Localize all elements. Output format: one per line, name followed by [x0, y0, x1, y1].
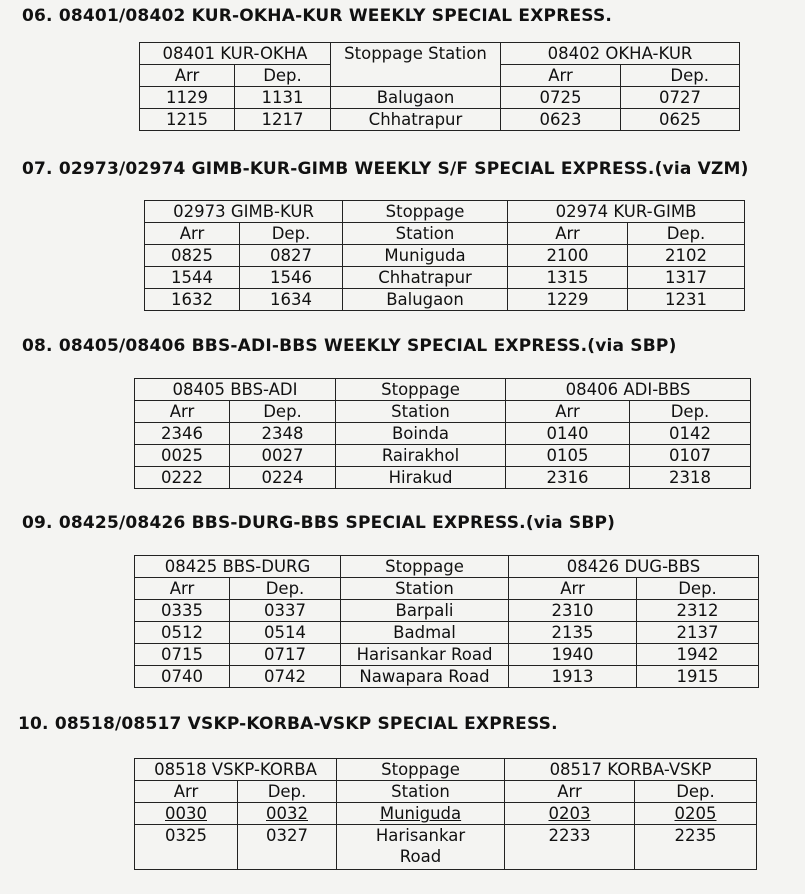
- left-dep-cell: 1546: [240, 267, 343, 289]
- table-row: [145, 267, 745, 289]
- station-cell: Hirakud: [336, 467, 506, 489]
- section-10-heading: 10. 08518/08517 VSKP-KORBA-VSKP SPECIAL EXPRESS.: [18, 714, 558, 734]
- right-dep-cell: 2235: [635, 825, 757, 870]
- section-07-heading: 07. 02973/02974 GIMB-KUR-GIMB WEEKLY S/F SPECIAL EXPRESS.(via VZM): [22, 159, 749, 179]
- right-arr-cell: 1940: [509, 644, 637, 666]
- station-cell: Chhatrapur: [331, 109, 501, 131]
- left-train-header: 08425 BBS-DURG: [135, 556, 341, 578]
- station-cell: Chhatrapur: [343, 267, 508, 289]
- right-dep-cell: 0205: [635, 803, 757, 825]
- table-row: [145, 245, 745, 267]
- arr-header: Arr: [505, 781, 635, 803]
- table-row: [145, 289, 745, 311]
- left-arr-cell: 0512: [135, 622, 230, 644]
- right-arr-cell: 1315: [508, 267, 628, 289]
- station-cell: Harisankar Road: [341, 644, 509, 666]
- station-cell: Barpali: [341, 600, 509, 622]
- station-header-line1: Stoppage: [343, 201, 508, 223]
- left-train-header: 08405 BBS-ADI: [135, 379, 336, 401]
- right-arr-cell: 0623: [501, 109, 621, 131]
- table-row: [135, 825, 757, 870]
- right-dep-cell: 0107: [630, 445, 751, 467]
- table-row: [135, 622, 759, 644]
- right-dep-cell: 2312: [637, 600, 759, 622]
- table-subheader-row: [135, 401, 751, 423]
- table-row: [140, 87, 740, 109]
- right-dep-cell: 2137: [637, 622, 759, 644]
- table-header-row: [135, 759, 757, 781]
- left-arr-cell: 1129: [140, 87, 235, 109]
- table-row: [135, 445, 751, 467]
- left-arr-cell: 0030: [135, 803, 238, 825]
- table-row: [135, 467, 751, 489]
- right-arr-cell: 2316: [506, 467, 630, 489]
- right-dep-cell: 1231: [628, 289, 745, 311]
- right-arr-cell: 2100: [508, 245, 628, 267]
- right-train-header: 08517 KORBA-VSKP: [505, 759, 757, 781]
- station-header-line1: Stoppage: [337, 759, 505, 781]
- dep-header: Dep.: [230, 401, 336, 423]
- table-row: [135, 423, 751, 445]
- left-arr-cell: 0715: [135, 644, 230, 666]
- left-arr-cell: 2346: [135, 423, 230, 445]
- left-dep-cell: 0032: [238, 803, 337, 825]
- dep-header: Dep.: [621, 65, 740, 87]
- dep-header: Dep.: [238, 781, 337, 803]
- station-header-line2: Station: [336, 401, 506, 423]
- section-09-heading: 09. 08425/08426 BBS-DURG-BBS SPECIAL EXPRESS.(via SBP): [22, 513, 616, 533]
- station-cell: Balugaon: [331, 87, 501, 109]
- left-arr-cell: 0740: [135, 666, 230, 688]
- station-cell: Boinda: [336, 423, 506, 445]
- left-dep-cell: 1217: [235, 109, 331, 131]
- arr-header: Arr: [509, 578, 637, 600]
- left-dep-cell: 1131: [235, 87, 331, 109]
- right-arr-cell: 2135: [509, 622, 637, 644]
- arr-header: Arr: [508, 223, 628, 245]
- left-arr-cell: 0325: [135, 825, 238, 870]
- dep-header: Dep.: [635, 781, 757, 803]
- station-header-line2: Station: [337, 781, 505, 803]
- table-row: [135, 803, 757, 825]
- station-cell: Muniguda: [337, 803, 505, 825]
- right-train-header: 08406 ADI-BBS: [506, 379, 751, 401]
- arr-header: Arr: [135, 401, 230, 423]
- left-arr-cell: 0222: [135, 467, 230, 489]
- right-dep-cell: 0142: [630, 423, 751, 445]
- table-header-row: [135, 556, 759, 578]
- right-arr-cell: 2310: [509, 600, 637, 622]
- left-arr-cell: 0025: [135, 445, 230, 467]
- right-dep-cell: 2318: [630, 467, 751, 489]
- station-header-line2: Station: [343, 223, 508, 245]
- right-arr-cell: 1913: [509, 666, 637, 688]
- right-dep-cell: 1915: [637, 666, 759, 688]
- table-row: [135, 644, 759, 666]
- right-arr-cell: 0140: [506, 423, 630, 445]
- station-header: Stoppage Station: [331, 43, 501, 87]
- right-arr-cell: 0105: [506, 445, 630, 467]
- station-cell: Nawapara Road: [341, 666, 509, 688]
- section-08-heading: 08. 08405/08406 BBS-ADI-BBS WEEKLY SPECIAL EXPRESS.(via SBP): [22, 336, 677, 356]
- station-cell: Muniguda: [343, 245, 508, 267]
- left-dep-cell: 0337: [230, 600, 341, 622]
- section-08-table: [134, 378, 751, 489]
- right-train-header: 08402 OKHA-KUR: [501, 43, 740, 65]
- station-cell: Badmal: [341, 622, 509, 644]
- right-dep-cell: 1317: [628, 267, 745, 289]
- dep-header: Dep.: [637, 578, 759, 600]
- station-header-line2: Station: [341, 578, 509, 600]
- right-dep-cell: 1942: [637, 644, 759, 666]
- left-dep-cell: 1634: [240, 289, 343, 311]
- section-06-table: [139, 42, 740, 131]
- table-subheader-row: [135, 578, 759, 600]
- table-subheader-row: [145, 223, 745, 245]
- arr-header: Arr: [145, 223, 240, 245]
- left-train-header: 02973 GIMB-KUR: [145, 201, 343, 223]
- left-train-header: 08401 KUR-OKHA: [140, 43, 331, 65]
- section-07-table: [144, 200, 745, 311]
- station-cell: Harisankar Road: [337, 825, 505, 870]
- left-arr-cell: 0335: [135, 600, 230, 622]
- arr-header: Arr: [140, 65, 235, 87]
- station-cell: Rairakhol: [336, 445, 506, 467]
- table-row: [135, 666, 759, 688]
- section-10-table: [134, 758, 757, 870]
- section-09-table: [134, 555, 759, 688]
- table-header-row: [140, 43, 740, 65]
- table-header-row: [145, 201, 745, 223]
- left-dep-cell: 0327: [238, 825, 337, 870]
- table-row: [135, 600, 759, 622]
- right-dep-cell: 0727: [621, 87, 740, 109]
- dep-header: Dep.: [630, 401, 751, 423]
- right-train-header: 02974 KUR-GIMB: [508, 201, 745, 223]
- table-header-row: [135, 379, 751, 401]
- arr-header: Arr: [501, 65, 621, 87]
- right-arr-cell: 0203: [505, 803, 635, 825]
- left-dep-cell: 0742: [230, 666, 341, 688]
- table-subheader-row: [135, 781, 757, 803]
- left-dep-cell: 2348: [230, 423, 336, 445]
- left-arr-cell: 1544: [145, 267, 240, 289]
- left-dep-cell: 0827: [240, 245, 343, 267]
- left-arr-cell: 0825: [145, 245, 240, 267]
- left-train-header: 08518 VSKP-KORBA: [135, 759, 337, 781]
- section-06-heading: 06. 08401/08402 KUR-OKHA-KUR WEEKLY SPECIAL EXPRESS.: [22, 6, 613, 26]
- left-dep-cell: 0027: [230, 445, 336, 467]
- dep-header: Dep.: [240, 223, 343, 245]
- station-cell: Balugaon: [343, 289, 508, 311]
- left-arr-cell: 1215: [140, 109, 235, 131]
- right-dep-cell: 2102: [628, 245, 745, 267]
- right-arr-cell: 1229: [508, 289, 628, 311]
- station-header-line1: Stoppage: [341, 556, 509, 578]
- right-arr-cell: 0725: [501, 87, 621, 109]
- dep-header: Dep.: [235, 65, 331, 87]
- right-arr-cell: 2233: [505, 825, 635, 870]
- right-dep-cell: 0625: [621, 109, 740, 131]
- left-dep-cell: 0514: [230, 622, 341, 644]
- dep-header: Dep.: [628, 223, 745, 245]
- arr-header: Arr: [135, 781, 238, 803]
- right-train-header: 08426 DUG-BBS: [509, 556, 759, 578]
- table-row: [140, 109, 740, 131]
- left-arr-cell: 1632: [145, 289, 240, 311]
- arr-header: Arr: [506, 401, 630, 423]
- dep-header: Dep.: [230, 578, 341, 600]
- station-header-line1: Stoppage: [336, 379, 506, 401]
- left-dep-cell: 0224: [230, 467, 336, 489]
- arr-header: Arr: [135, 578, 230, 600]
- left-dep-cell: 0717: [230, 644, 341, 666]
